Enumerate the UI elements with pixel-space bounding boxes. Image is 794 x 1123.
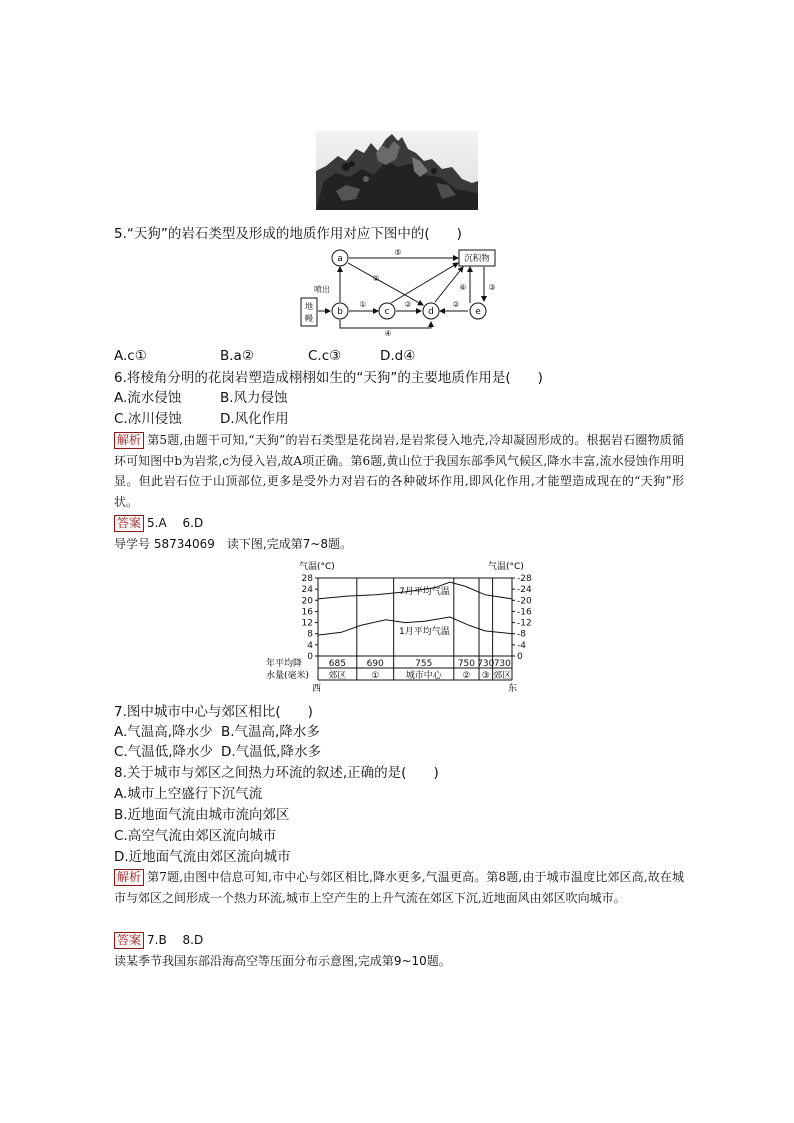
q7-option-c[interactable]: C.气温低,降水少 (114, 744, 214, 760)
y-tick-label-left: 16 (301, 607, 313, 618)
precip-value: 690 (366, 659, 384, 669)
precip-value: 750 (457, 659, 476, 669)
explanation-tag: 解析 (114, 432, 144, 449)
precip-value: 755 (415, 659, 433, 669)
question-8-stem: 8.关于城市与郊区之间热力环流的叙述,正确的是( ) (114, 765, 439, 781)
eruption-label: 喷出 (314, 285, 330, 294)
q5-option-a[interactable]: A.c① (114, 348, 147, 364)
precip-label-line1: 年平均降 (266, 659, 303, 669)
y-tick-label-right: -20 (517, 596, 532, 607)
series-january-label: 1月平均气温 (399, 627, 450, 637)
node-c-label: c (384, 307, 390, 317)
rock-cycle-diagram (298, 245, 504, 337)
question-5-stem: 5.“天狗”的岩石类型及形成的地质作用对应下图中的( ) (114, 226, 462, 242)
y-tick-label-right: -24 (517, 585, 532, 596)
answer-text: 5.A 6.D (147, 516, 204, 530)
y-tick-label-right: -4 (517, 640, 526, 651)
rock-photo (316, 131, 478, 210)
y-tick-label-right: -12 (517, 618, 532, 629)
zone-label: 郊区 (493, 671, 512, 681)
question-6-stem: 6.将棱角分明的花岗岩塑造成栩栩如生的“天狗”的主要地质作用是( ) (114, 370, 543, 386)
mantle-char-1: 地 (305, 302, 313, 311)
guide-line-9-10: 读某季节我国东部沿海高空等压面分布示意图,完成第9~10题。 (114, 954, 451, 968)
precip-label-line2: 水量(毫米) (266, 671, 310, 681)
y-tick-label-left: 12 (301, 618, 313, 629)
explanation-text: 第7题,由图中信息可知,市中心与郊区相比,降水更多,气温更高。第8题,由于城市温度比郊区高,故在城市与郊区之间形成一个热力环流,城市上空产生的上升气流在郊区下沉,近地面风由郊区吹向城市。 (114, 870, 684, 905)
y-tick-label-right: 0 (517, 652, 523, 662)
label-2-ed: ② (452, 300, 460, 309)
zone-label: ② (462, 671, 471, 681)
y-tick-label-right: -8 (517, 629, 526, 640)
zone-label: 郊区 (328, 671, 347, 681)
zone-label: 城市中心 (405, 671, 442, 681)
explanation-7-8 (114, 867, 684, 908)
q7-option-d[interactable]: D.气温低,降水多 (221, 744, 321, 760)
q6-option-d[interactable]: D.风化作用 (220, 411, 289, 427)
zone-label: ① (371, 671, 380, 681)
y-tick-label-right: -16 (517, 607, 532, 618)
node-d-label: d (428, 307, 434, 317)
q6-option-b[interactable]: B.风力侵蚀 (220, 390, 288, 406)
zone-label: ③ (481, 671, 490, 681)
answer-tag: 答案 (114, 932, 144, 949)
guide-number-line: 导学号 58734069 读下图,完成第7~8题。 (114, 537, 353, 551)
q7-option-a[interactable]: A.气温高,降水少 (114, 724, 213, 740)
arrow-c-to-sediment (391, 263, 458, 303)
q5-option-d[interactable]: D.d④ (380, 348, 416, 364)
question-7-stem: 7.图中城市中心与郊区相比( ) (114, 704, 313, 720)
precip-value: 685 (328, 659, 346, 669)
y-tick-label-left: 20 (301, 596, 313, 607)
q5-option-b[interactable]: B.a② (220, 348, 254, 364)
arrow-a-to-d (348, 263, 423, 305)
label-2-ad: ② (372, 274, 380, 283)
question-5-options (114, 346, 415, 366)
y-tick-label-left: 4 (307, 640, 313, 651)
answer-text: 7.B 8.D (147, 933, 204, 947)
question-7-options-row2 (114, 742, 321, 762)
precip-value: 730 (477, 659, 495, 669)
y-tick-label-left: 8 (307, 629, 313, 640)
node-b-label: b (337, 307, 343, 317)
y-tick-label-left: 24 (301, 585, 313, 596)
left-axis-label: 气温(°C) (299, 562, 335, 572)
answer-5-6 (114, 513, 203, 533)
arrow-b-to-d (340, 320, 431, 328)
node-a-label: a (337, 254, 343, 264)
explanation-5-6 (114, 430, 684, 512)
label-3: ③ (488, 283, 496, 292)
sediment-label: 沉积物 (464, 254, 490, 264)
label-6: ⑥ (459, 283, 467, 292)
explanation-text: 第5题,由题干可知,“天狗”的岩石类型是花岗岩,是岩浆侵入地壳,冷却凝固形成的。根据岩石圈物质循环可知图中b为岩浆,c为侵入岩,故A项正确。第6题,黄山位于我国东部季风气候区,降水丰富,流水侵蚀作用明显。但此岩石位于山顶部位,更多是受外力对岩石的各种破坏作用,即风化作用,才能塑造成现在的“天狗”形状。 (114, 433, 684, 509)
q8-option-a[interactable]: A.城市上空盛行下沉气流 (114, 786, 263, 802)
node-e-label: e (475, 307, 481, 317)
west-label: 西 (312, 684, 322, 694)
precip-value: 730 (493, 659, 511, 669)
label-4: ④ (384, 329, 392, 337)
label-5: ⑤ (394, 248, 402, 257)
question-6-options-row1 (114, 388, 288, 408)
series-july-label: 7月平均气温 (399, 587, 450, 597)
answer-tag: 答案 (114, 515, 144, 532)
answer-7-8 (114, 930, 203, 950)
label-2-cd: ② (404, 300, 412, 309)
q8-option-b[interactable]: B.近地面气流由城市流向郊区 (114, 807, 290, 823)
y-tick-label-left: 28 (301, 574, 313, 584)
temperature-precip-chart (262, 556, 536, 694)
q8-option-d[interactable]: D.近地面气流由郊区流向城市 (114, 849, 291, 865)
q5-option-c[interactable]: C.c③ (308, 348, 342, 364)
q7-option-b[interactable]: B.气温高,降水多 (221, 724, 320, 740)
label-1: ① (359, 300, 367, 309)
explanation-tag: 解析 (114, 869, 144, 886)
q6-option-c[interactable]: C.冰川侵蚀 (114, 411, 182, 427)
east-label: 东 (508, 684, 518, 694)
y-tick-label-left: 0 (307, 652, 313, 662)
q6-option-a[interactable]: A.流水侵蚀 (114, 390, 182, 406)
mantle-char-2: 幔 (305, 314, 313, 323)
right-axis-label: 气温(°C) (488, 562, 524, 572)
y-tick-label-right: -28 (517, 574, 532, 584)
question-6-options-row2 (114, 409, 289, 429)
question-7-options-row1 (114, 722, 320, 742)
q8-option-c[interactable]: C.高空气流由郊区流向城市 (114, 828, 277, 844)
